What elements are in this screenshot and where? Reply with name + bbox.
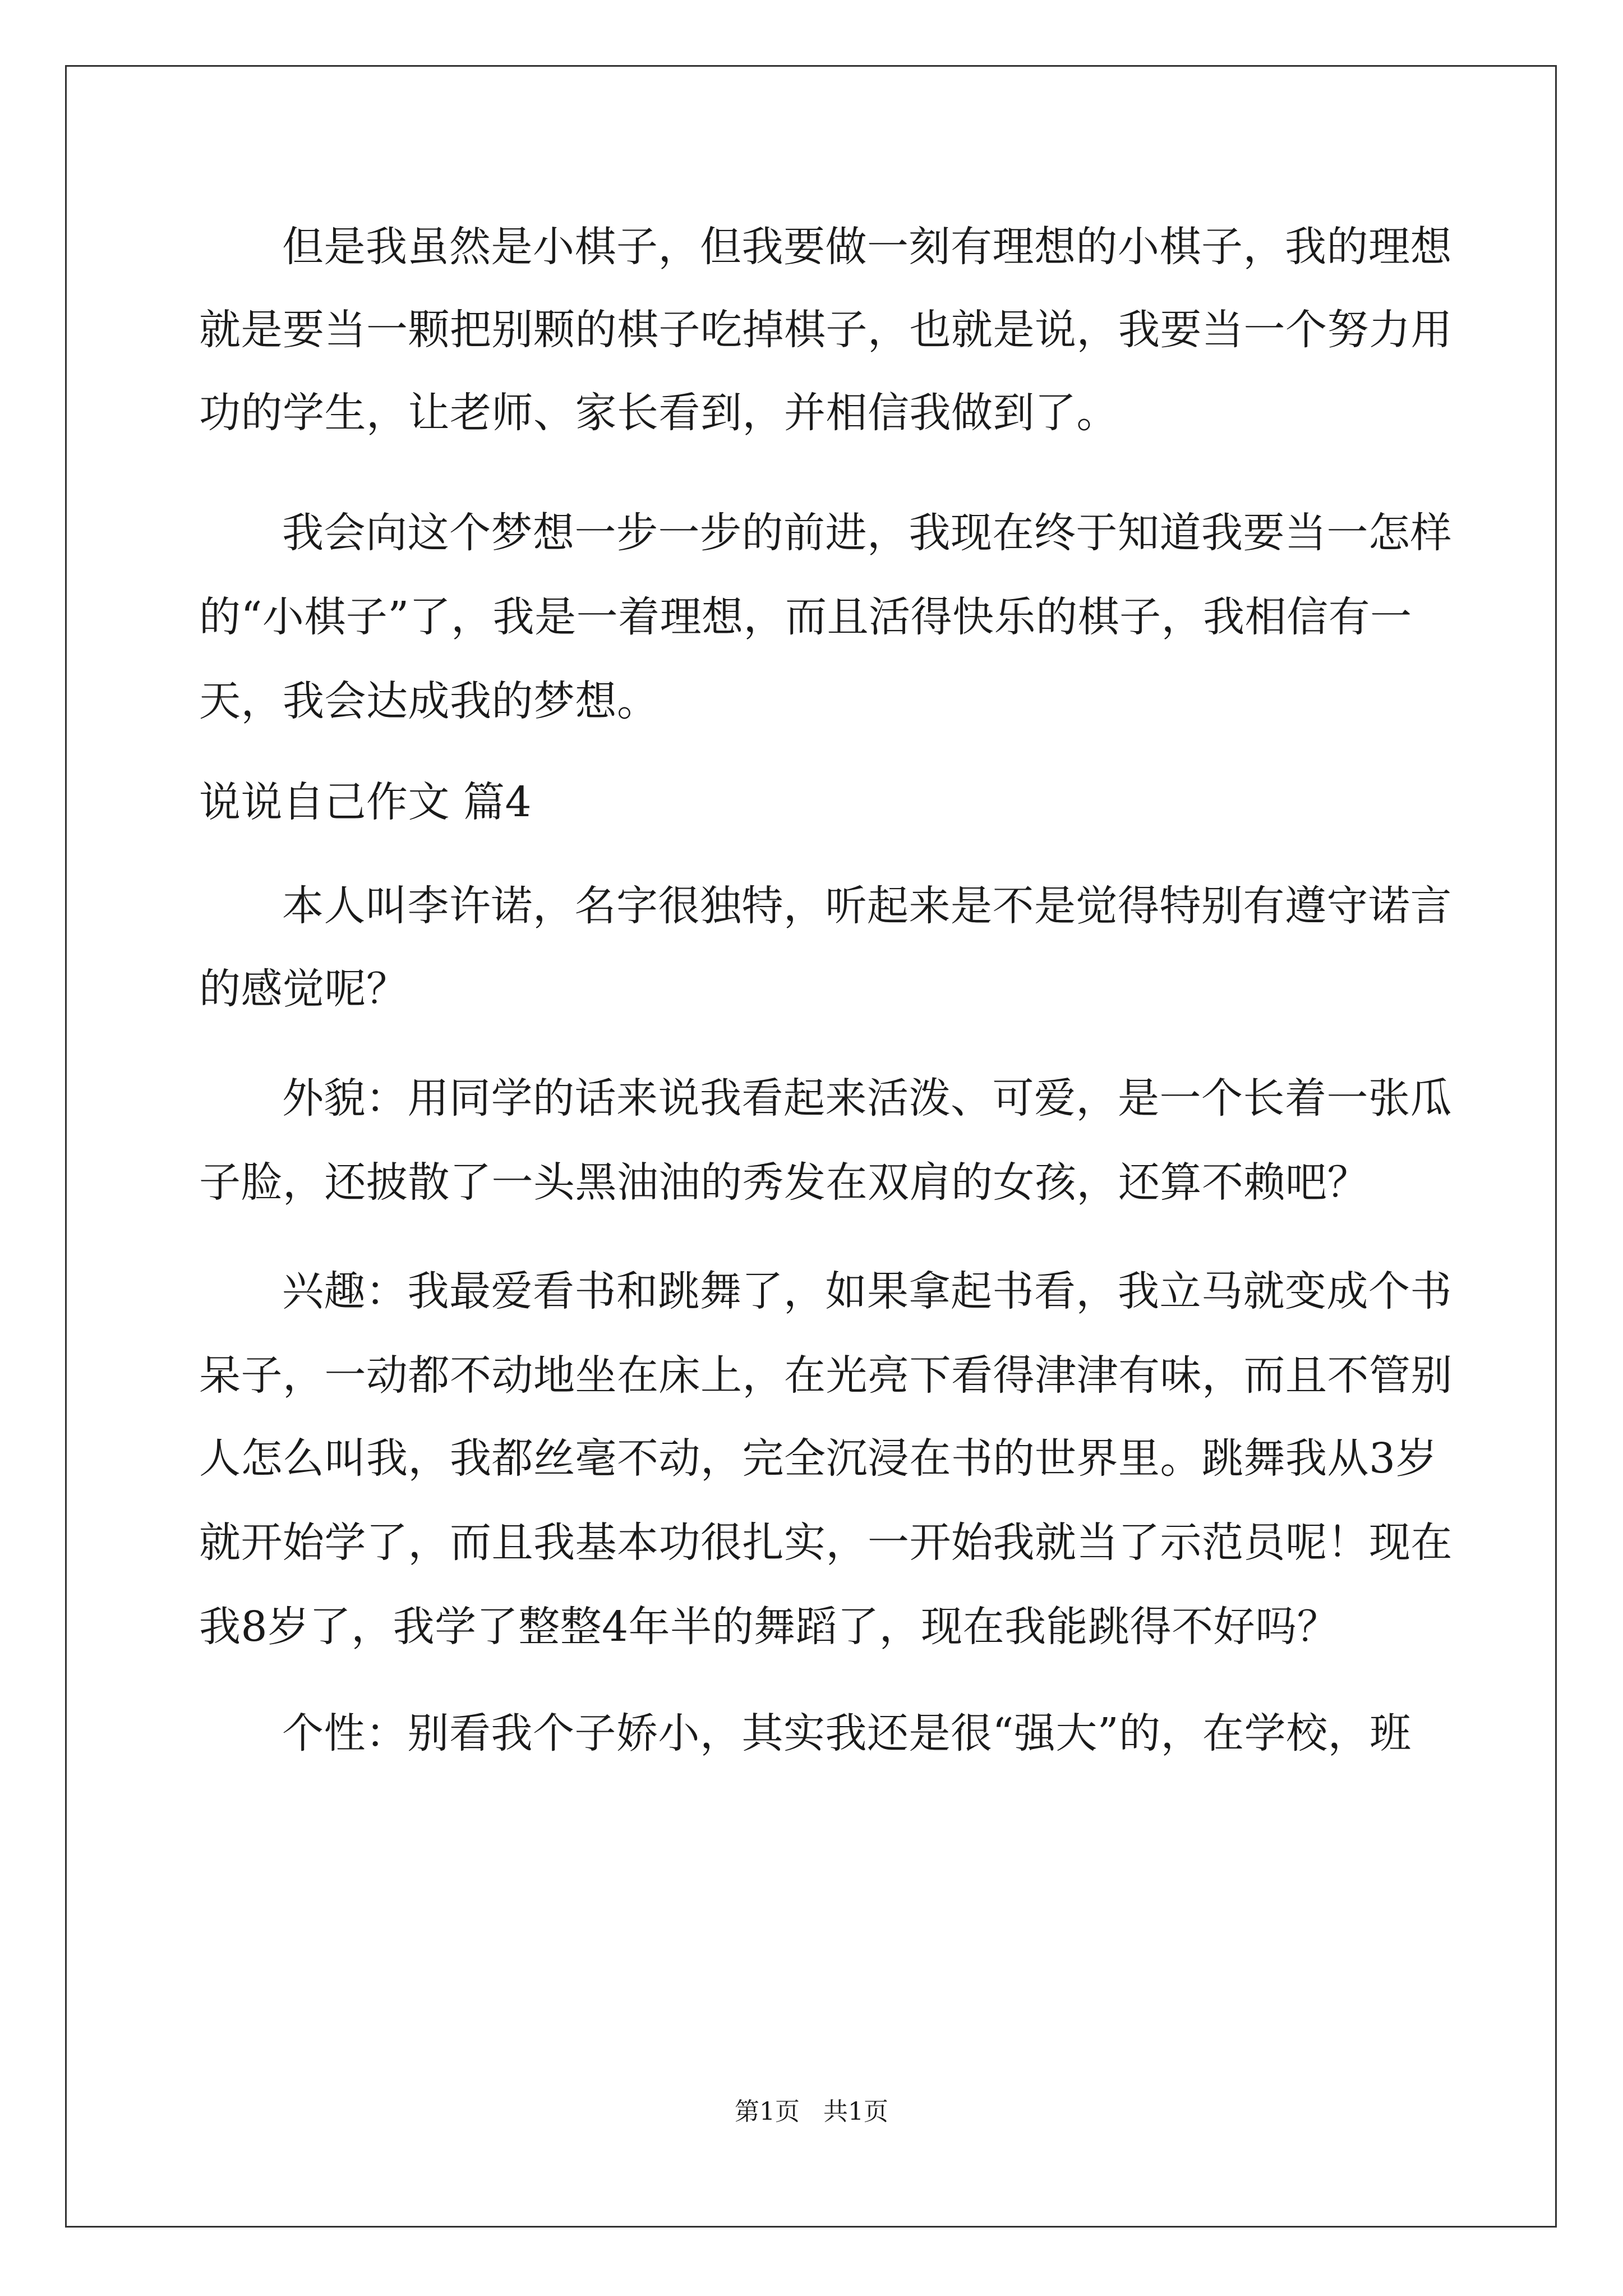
- paragraph-5-line-3: 人怎么叫我，我都丝毫不动，完全沉浸在书的世界里。跳舞我从3岁: [199, 1434, 1438, 1483]
- paragraph-6-line-1: 个性：别看我个子娇小，其实我还是很“强大”的，在学校，班: [282, 1709, 1412, 1757]
- paragraph-5-line-5: 我8岁了，我学了整整4年半的舞蹈了，现在我能跳得不好吗？: [199, 1603, 1339, 1651]
- paragraph-5-line-2: 呆子，一动都不动地坐在床上，在光亮下看得津津有味，而且不管别: [199, 1351, 1453, 1400]
- paragraph-1-line-1: 但是我虽然是小棋子，但我要做一刻有理想的小棋子，我的理想: [282, 223, 1452, 271]
- paragraph-1-line-3: 功的学生，让老师、家长看到，并相信我做到了。: [199, 389, 1118, 437]
- paragraph-2-line-1: 我会向这个梦想一步一步的前进，我现在终于知道我要当一怎样: [282, 509, 1452, 557]
- paragraph-3-line-2: 的感觉呢？: [199, 965, 408, 1013]
- paragraph-2-line-3: 天，我会达成我的梦想。: [199, 677, 659, 725]
- paragraph-4-line-2: 子脸，还披散了一头黑油油的秀发在双肩的女孩，还算不赖吧？: [199, 1158, 1369, 1207]
- page-number: 第1页 共1页: [735, 2097, 888, 2126]
- paragraph-1-line-2: 就是要当一颗把别颗的棋子吃掉棋子，也就是说，我要当一个努力用: [199, 306, 1453, 354]
- section-heading: 说说自己作文 篇4: [199, 778, 532, 826]
- paragraph-4-line-1: 外貌：用同学的话来说我看起来活泼、可爱，是一个长着一张瓜: [282, 1074, 1452, 1122]
- paragraph-2-line-2: 的“小棋子”了，我是一着理想，而且活得快乐的棋子，我相信有一: [199, 593, 1412, 641]
- paragraph-3-line-1: 本人叫李许诺，名字很独特，听起来是不是觉得特别有遵守诺言: [282, 882, 1452, 930]
- paragraph-5-line-4: 就开始学了，而且我基本功很扎实，一开始我就当了示范员呢！现在: [199, 1519, 1453, 1567]
- paragraph-5-line-1: 兴趣：我最爱看书和跳舞了，如果拿起书看，我立马就变成个书: [282, 1267, 1452, 1315]
